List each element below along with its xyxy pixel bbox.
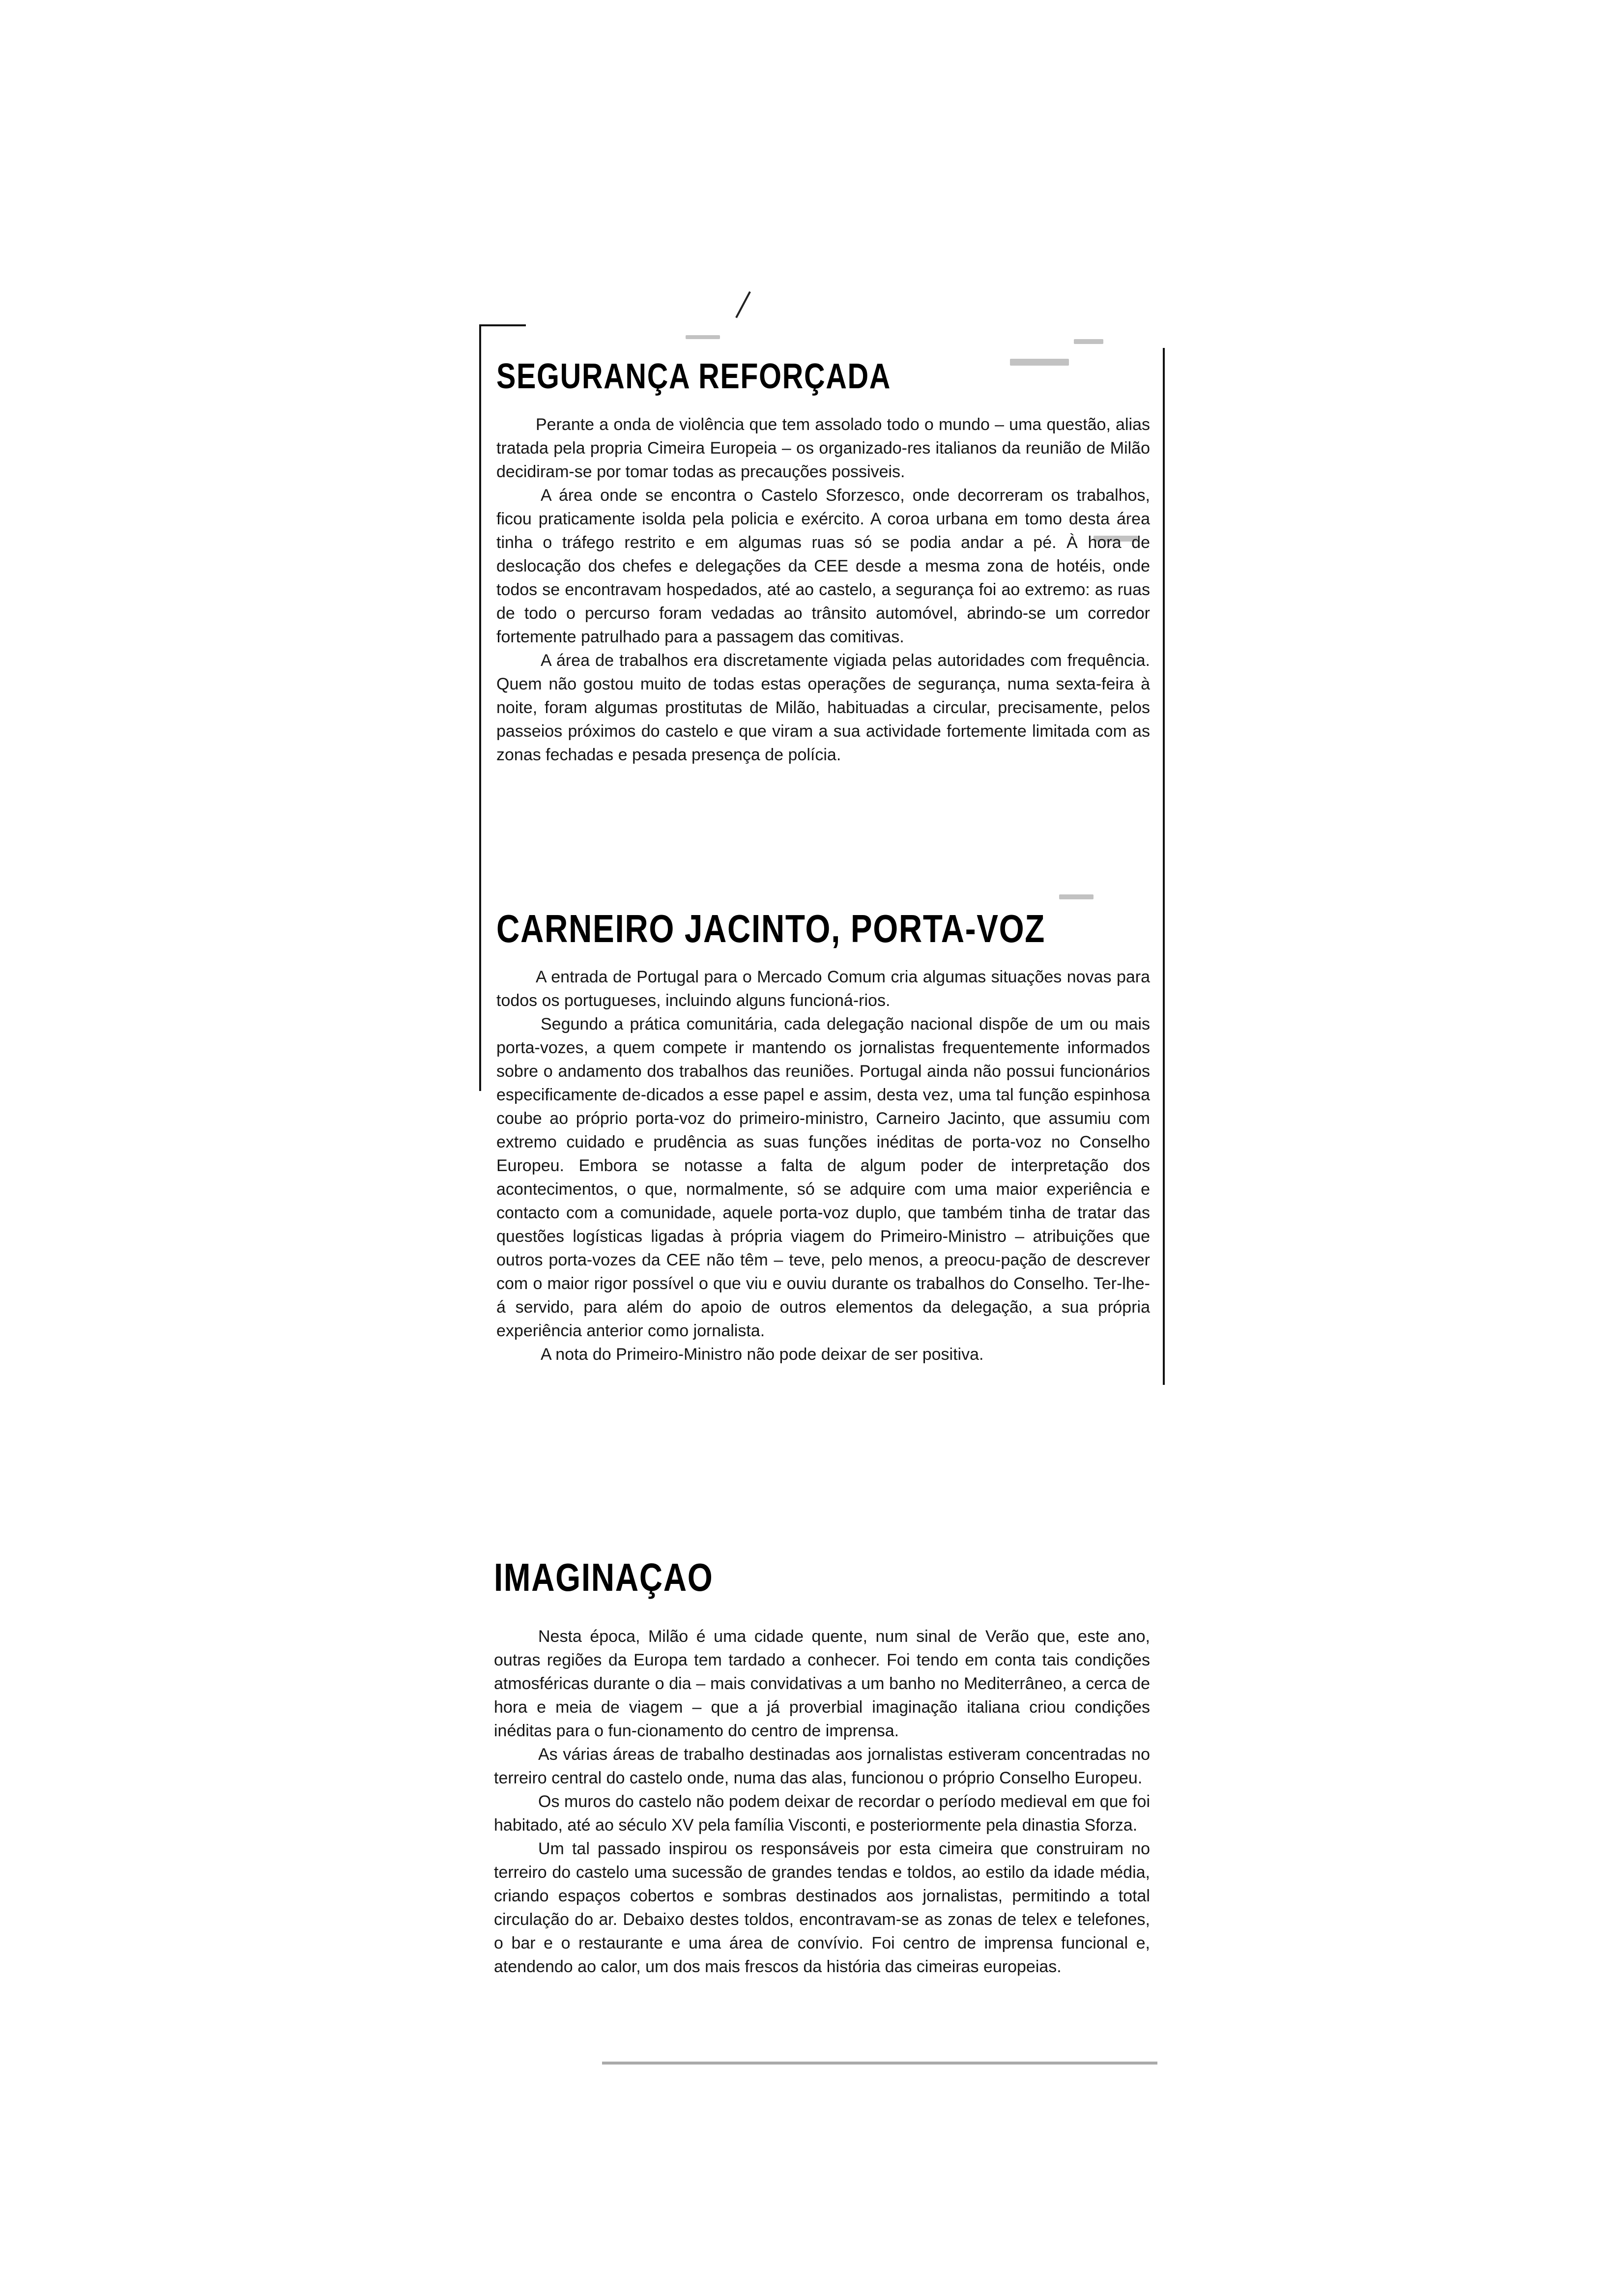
paragraph: A área de trabalhos era discretamente vigiada pelas autoridades com frequência. Quem não gostou muito de todas estas operações de segurança, numa sexta-feira à noite, foram algumas prostitutas de Milão, habituadas a circular, precisamente, pelos passeios próximos do castelo e que viram a sua actividade fortemente limitada com as zonas fechadas e pesada presença de polícia. [496,651,1150,764]
paragraph: Segundo a prática comunitária, cada delegação nacional dispõe de um ou mais porta-vozes, a quem compete ir mantendo os jornalistas frequentemente informados sobre o andamento dos trabalhos das reuniões. Portugal ainda não possui funcionários especificamente de-dicados a esse papel e assim, desta vez, uma tal função espinhosa coube ao próprio porta-voz do primeiro-ministro, Carneiro Jacinto, que assumiu com extremo cuidado e prudência as suas funções inéditas de porta-voz no Conselho Europeu. Embora se notasse a falta de algum poder de interpretação dos acontecimentos, o que, normalmente, só se adquire com uma maior experiência e contacto com a comunidade, aquele porta-voz duplo, que também tinha de tratar das questões logísticas ligadas à própria viagem do Primeiro-Ministro – atribuições que outros porta-vozes da CEE não têm – teve, pelo menos, a preocu-pação de descrever com o maior rigor possível o que viu e ouviu durante os trabalhos do Conselho. Ter-lhe-á servido, para além do apoio de outros elementos da delegação, a sua própria experiência anterior como jornalista. [496,1015,1150,1340]
newspaper-clipping [479,324,1165,1976]
scan-noise [686,335,720,339]
paragraph: A área onde se encontra o Castelo Sforzesco, onde decorreram os trabalhos, ficou praticamente isolda pela policia e exército. A coroa urbana em tomo desta área tinha o tráfego restrito e em algumas ruas só se podia andar a pé. À hora de deslocação dos chefes e delegações da CEE desde a mesma zona de hotéis, onde todos se encontravam hospedados, até ao castelo, a segurança foi ao extremo: as ruas de todo o percurso foram vedadas ao trânsito automóvel, abrindo-se um corredor fortemente patrulhado para a passagem das comitivas. [496,486,1150,646]
scan-noise [1059,894,1094,899]
paragraph: Um tal passado inspirou os responsáveis por esta cimeira que construiram no terreiro do castelo uma sucessão de grandes tendas e toldos, ao estilo da idade média, criando espaços cobertos e sombras destinados aos jornalistas, permitindo a total circulação do ar. Debaixo destes toldos, encontravam-se as zonas de telex e telefones, o bar e o restaurante e uma área de convívio. Foi centro de imprensa funcional e, atendendo ao calor, um dos mais frescos da história das cimeiras europeias. [494,1839,1150,1976]
scan-noise [1074,339,1103,344]
paragraph: A nota do Primeiro-Ministro não pode deixar de ser positiva. [541,1345,984,1364]
scan-mark [735,291,751,318]
clipping-bottom-edge [602,2062,1157,2065]
article-imaginacao [494,1555,1150,1979]
paragraph: Perante a onda de violência que tem assolado todo o mundo – uma questão, alias tratada pela propria Cimeira Europeia – os organizado-res italianos da reunião de Milão decidiram-se por tomar todas as precauções possiveis. [496,415,1150,481]
headline-imaginacao: IMAGINAÇAO [494,1555,714,1599]
paragraph: Os muros do castelo não podem deixar de recordar o período medieval em que foi habitado, até ao século XV pela família Visconti, e posteriormente pela dinastia Sforza. [494,1792,1150,1835]
paragraph: A entrada de Portugal para o Mercado Comum cria algumas situações novas para todos os portugueses, incluindo alguns funcioná-rios. [496,968,1150,1010]
clipping-border-right [1163,348,1165,1385]
headline-carneiro-jacinto: CARNEIRO JACINTO, PORTA-VOZ [496,907,1046,950]
paragraph: Nesta época, Milão é uma cidade quente, num sinal de Verão que, este ano, outras regiões da Europa tem tardado a conhecer. Foi tendo em conta tais condições atmosféricas durante o dia – mais convidativas a um banho no Mediterrâneo, a cerca de hora e meia de viagem – que a já proverbial imaginação italiana criou condições inéditas para o fun-cionamento do centro de imprensa. [494,1627,1150,1740]
article-seguranca [496,359,1150,767]
paragraph: As várias áreas de trabalho destinadas aos jornalistas estiveram concentradas no terreiro central do castelo onde, numa das alas, funcionou o próprio Conselho Europeu. [494,1745,1150,1787]
article-carneiro-jacinto [496,909,1150,1366]
headline-seguranca: SEGURANÇA REFORÇADA [496,357,892,396]
clipping-border-left [479,324,481,1091]
clipping-border-top [479,324,526,326]
